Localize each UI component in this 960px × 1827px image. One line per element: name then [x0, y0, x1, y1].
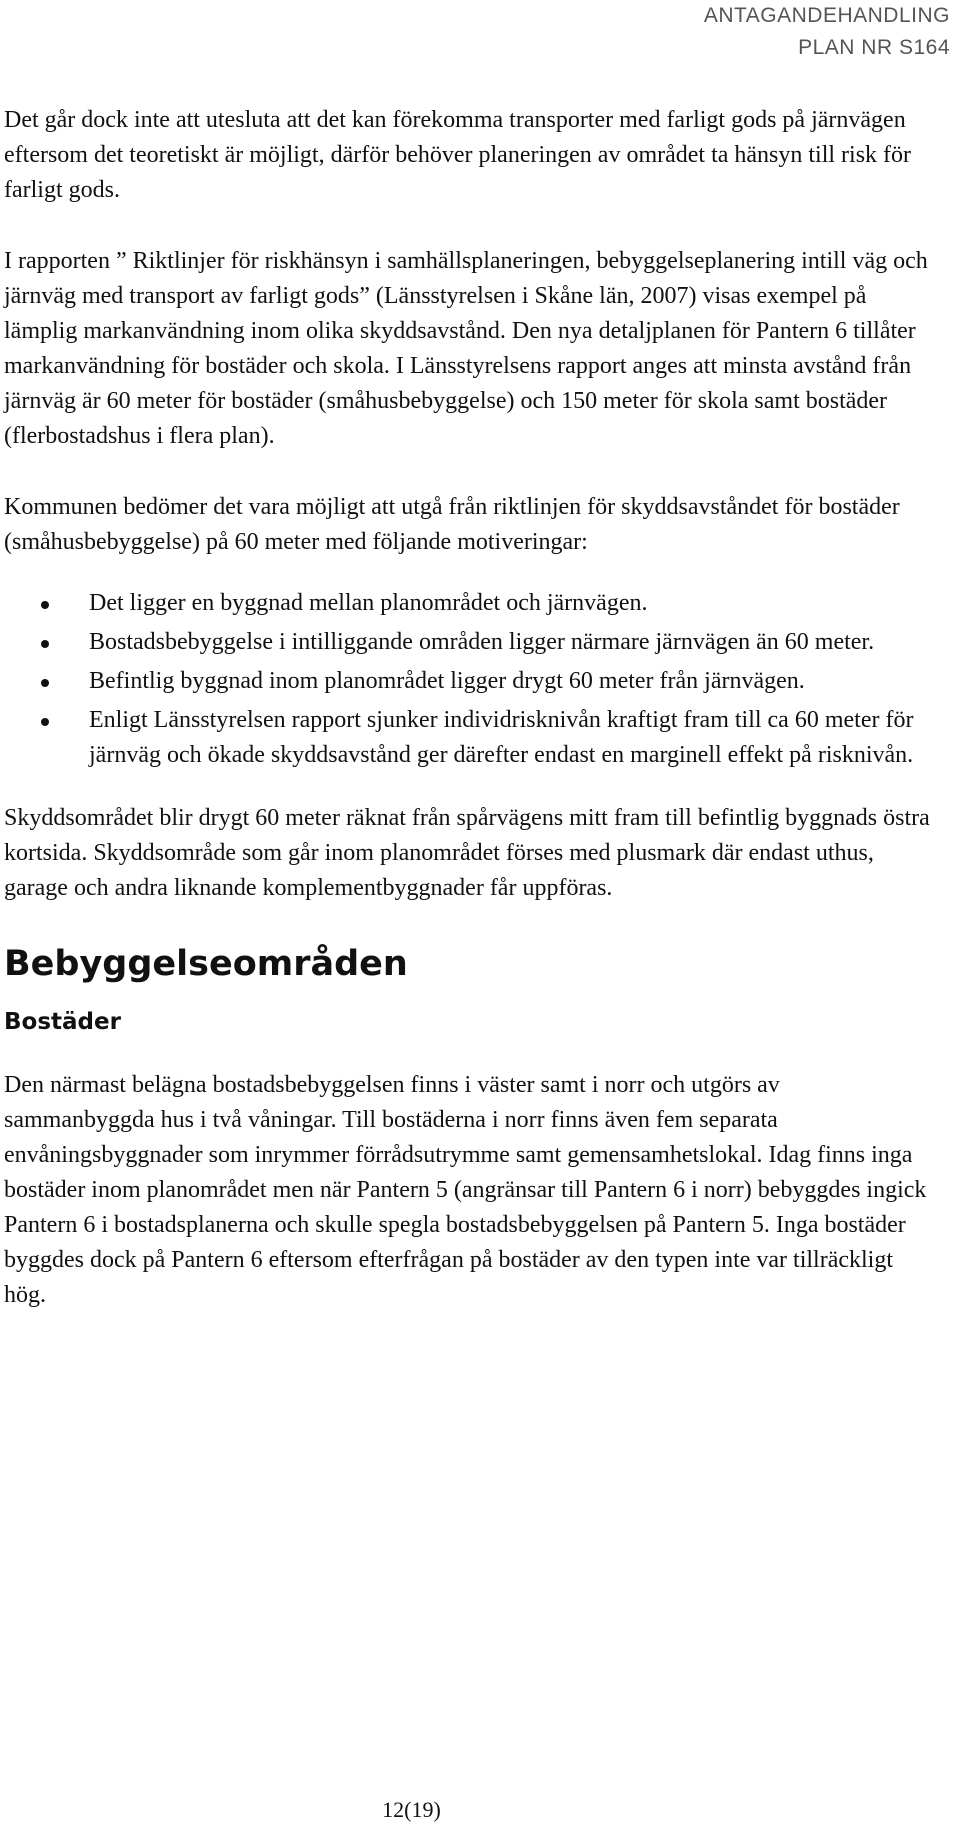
- paragraph-municipality-assessment: Kommunen bedömer det vara möjligt att utgå från riktlinjen för skyddsavståndet för bostäder (småhusbebyggelse) på 60 meter med följande motiveringar:: [4, 494, 900, 555]
- bullet-icon: [41, 718, 49, 726]
- list-item: [4, 625, 934, 660]
- list-item-text: Det ligger en byggnad mellan planområdet och järnvägen.: [89, 590, 648, 616]
- bullet-icon: [41, 679, 49, 687]
- motivation-list: [4, 586, 934, 773]
- page-number: 12(19): [382, 1797, 441, 1822]
- list-item: [4, 586, 934, 621]
- bullet-icon: [41, 640, 49, 648]
- list-item-text: Enligt Länsstyrelsen rapport sjunker individrisknivån kraftigt fram till ca 60 meter för järnväg och ökade skyddsavstånd ger därefter endast en marginell effekt på risknivån.: [89, 707, 914, 768]
- subsection-heading: Bostäder: [4, 1009, 121, 1035]
- paragraph-dangerous-goods: Det går dock inte att utesluta att det kan förekomma transporter med farligt gods på järnvägen eftersom det teoretiskt är möjligt, därför behöver planeringen av området ta hänsyn till risk för farligt gods.: [4, 107, 912, 203]
- document-header: [704, 0, 950, 64]
- list-item-text: Befintlig byggnad inom planområdet ligger drygt 60 meter från järnvägen.: [89, 668, 805, 694]
- bullet-icon: [41, 601, 49, 609]
- document-body: [4, 103, 934, 1349]
- list-item: [4, 664, 934, 699]
- list-item: [4, 703, 934, 773]
- paragraph-guidelines-report: I rapporten ” Riktlinjer för riskhänsyn i samhällsplaneringen, bebyggelseplanering intill väg och järnväg med transport av farligt gods” (Länsstyrelsen i Skåne län, 2007) visas exempel på lämplig markanvändning inom olika skyddsavstånd. Den nya detaljplanen för Pantern 6 tillåter markanvändning för bostäder och skola. I Länsstyrelsens rapport anges att minsta avstånd från järnväg är 60 meter för bostäder (småhusbebyggelse) och 150 meter för skola samt bostäder (flerbostadshus i flera plan).: [4, 248, 928, 449]
- list-item-text: Bostadsbebyggelse i intilliggande områden ligger närmare järnvägen än 60 meter.: [89, 629, 875, 655]
- paragraph-housing: Den närmast belägna bostadsbebyggelsen finns i väster samt i norr och utgörs av sammanbyggda hus i två våningar. Till bostäderna i norr finns även fem separata envåningsbyggnader som inrymmer förrådsutrymme samt gemensamhetslokal. Idag finns inga bostäder inom planområdet men när Pantern 5 (angränsar till Pantern 6 i norr) bebyggdes ingick Pantern 6 i bostadsplanerna och skulle spegla bostadsbebyggelsen på Pantern 5. Inga bostäder byggdes dock på Pantern 6 eftersom efterfrågan på bostäder av den typen inte var tillräckligt hög.: [4, 1072, 927, 1308]
- document-status: ANTAGANDEHANDLING: [703, 4, 950, 27]
- section-heading: Bebyggelseområden: [4, 944, 408, 984]
- plan-number: PLAN NR S164: [798, 36, 950, 59]
- paragraph-protection-area: Skyddsområdet blir drygt 60 meter räknat från spårvägens mitt fram till befintlig byggnads östra kortsida. Skyddsområde som går inom planområdet förses med plusmark där endast uthus, garage och andra liknande komplementbyggnader får uppföras.: [4, 805, 930, 901]
